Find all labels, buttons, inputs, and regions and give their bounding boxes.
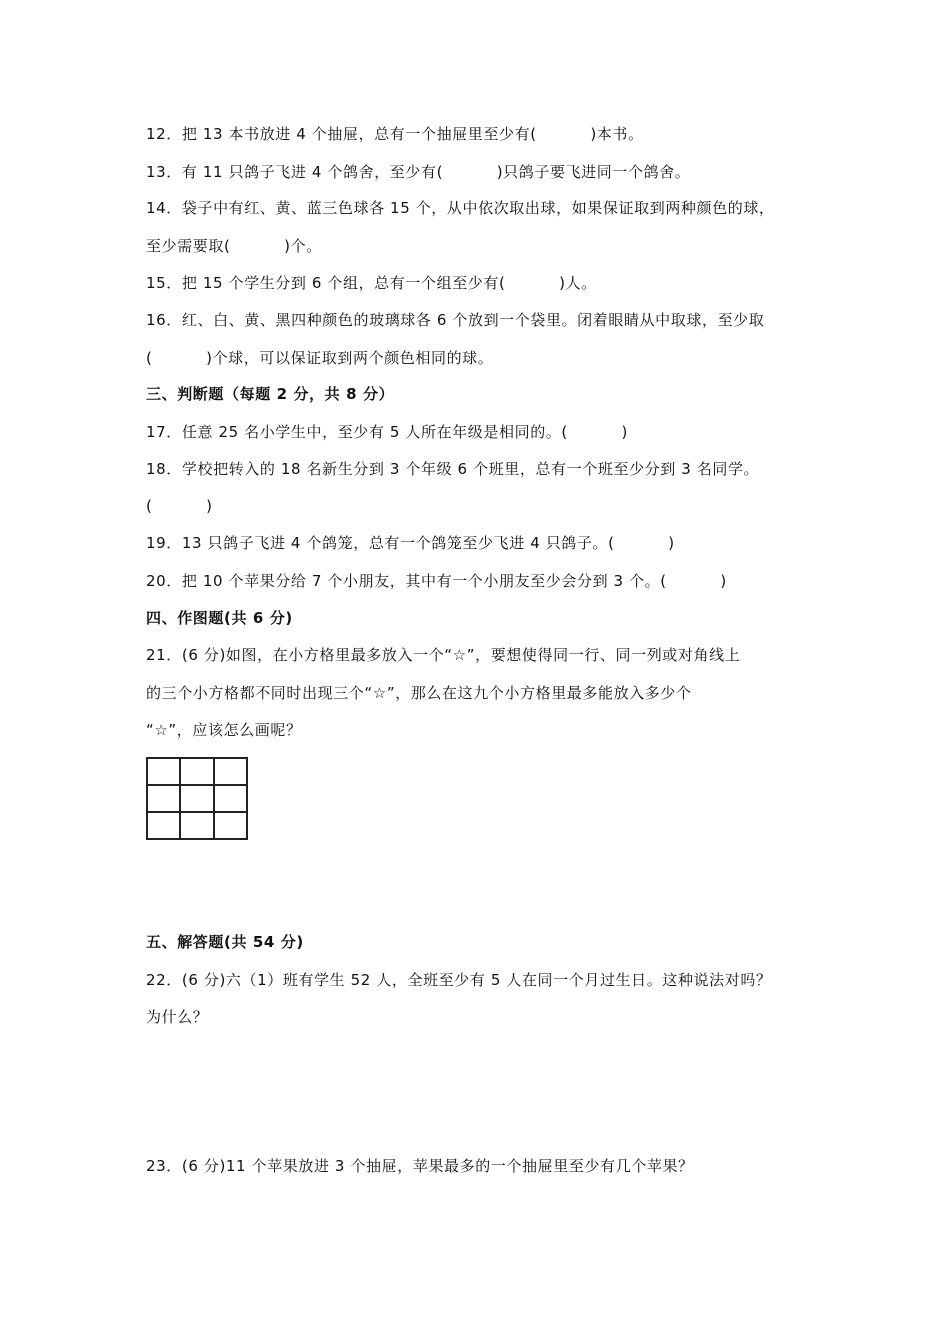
line-q18b: ( ) — [146, 497, 213, 515]
line-q18a: 18．学校把转入的 18 名新生分到 3 个年级 6 个班里，总有一个班至少分到 3 名同学。 — [146, 460, 760, 478]
grid-cell — [214, 812, 247, 839]
line-q16b: ( )个球，可以保证取到两个颜色相同的球。 — [146, 349, 494, 367]
line-q19: 19．13 只鸽子飞进 4 个鸽笼，总有一个鸽笼至少飞进 4 只鸽子。( ) — [146, 534, 675, 552]
line-q12: 12．把 13 本书放进 4 个抽屉，总有一个抽屉里至少有( )本书。 — [146, 125, 644, 143]
line-q17: 17．任意 25 名小学生中，至少有 5 人所在年级是相同的。( ) — [146, 423, 628, 441]
grid-cell — [180, 758, 213, 785]
line-q21b: 的三个小方格都不同时出现三个“☆”，那么在这九个小方格里最多能放入多少个 — [146, 684, 692, 702]
grid-cell — [180, 785, 213, 812]
line-q13: 13．有 11 只鸽子飞进 4 个鸽舍，至少有( )只鸽子要飞进同一个鸽舍。 — [146, 163, 691, 181]
line-q22a: 22．(6 分)六（1）班有学生 52 人，全班至少有 5 人在同一个月过生日。这种说法对吗？ — [146, 971, 772, 989]
grid-cell — [147, 785, 180, 812]
line-q14b: 至少需要取( )个。 — [146, 237, 322, 255]
section-heading-5: 五、解答题(共 54 分) — [146, 933, 304, 951]
grid-cell — [214, 758, 247, 785]
line-q21a: 21．(6 分)如图，在小方格里最多放入一个“☆”，要想使得同一行、同一列或对角线上 — [146, 646, 741, 664]
line-q14a: 14．袋子中有红、黄、蓝三色球各 15 个，从中依次取出球，如果保证取到两种颜色的球， — [146, 199, 775, 217]
three-by-three-grid — [146, 757, 248, 840]
grid-cell — [147, 758, 180, 785]
line-q23: 23．(6 分)11 个苹果放进 3 个抽屉，苹果最多的一个抽屉里至少有几个苹果？ — [146, 1157, 694, 1175]
section-heading-3: 三、判断题（每题 2 分，共 8 分） — [146, 385, 395, 403]
line-q20: 20．把 10 个苹果分给 7 个小朋友，其中有一个小朋友至少会分到 3 个。( ) — [146, 572, 727, 590]
grid-cell — [180, 812, 213, 839]
grid-cell — [214, 785, 247, 812]
line-q15: 15．把 15 个学生分到 6 个组，总有一个组至少有( )人。 — [146, 274, 597, 292]
line-q21c: “☆”，应该怎么画呢？ — [146, 721, 302, 739]
section-heading-4: 四、作图题(共 6 分) — [146, 609, 293, 627]
line-q16a: 16．红、白、黄、黑四种颜色的玻璃球各 6 个放到一个袋里。闭着眼睛从中取球，至少取 — [146, 311, 765, 329]
line-q22b: 为什么？ — [146, 1008, 209, 1026]
grid-cell — [147, 812, 180, 839]
